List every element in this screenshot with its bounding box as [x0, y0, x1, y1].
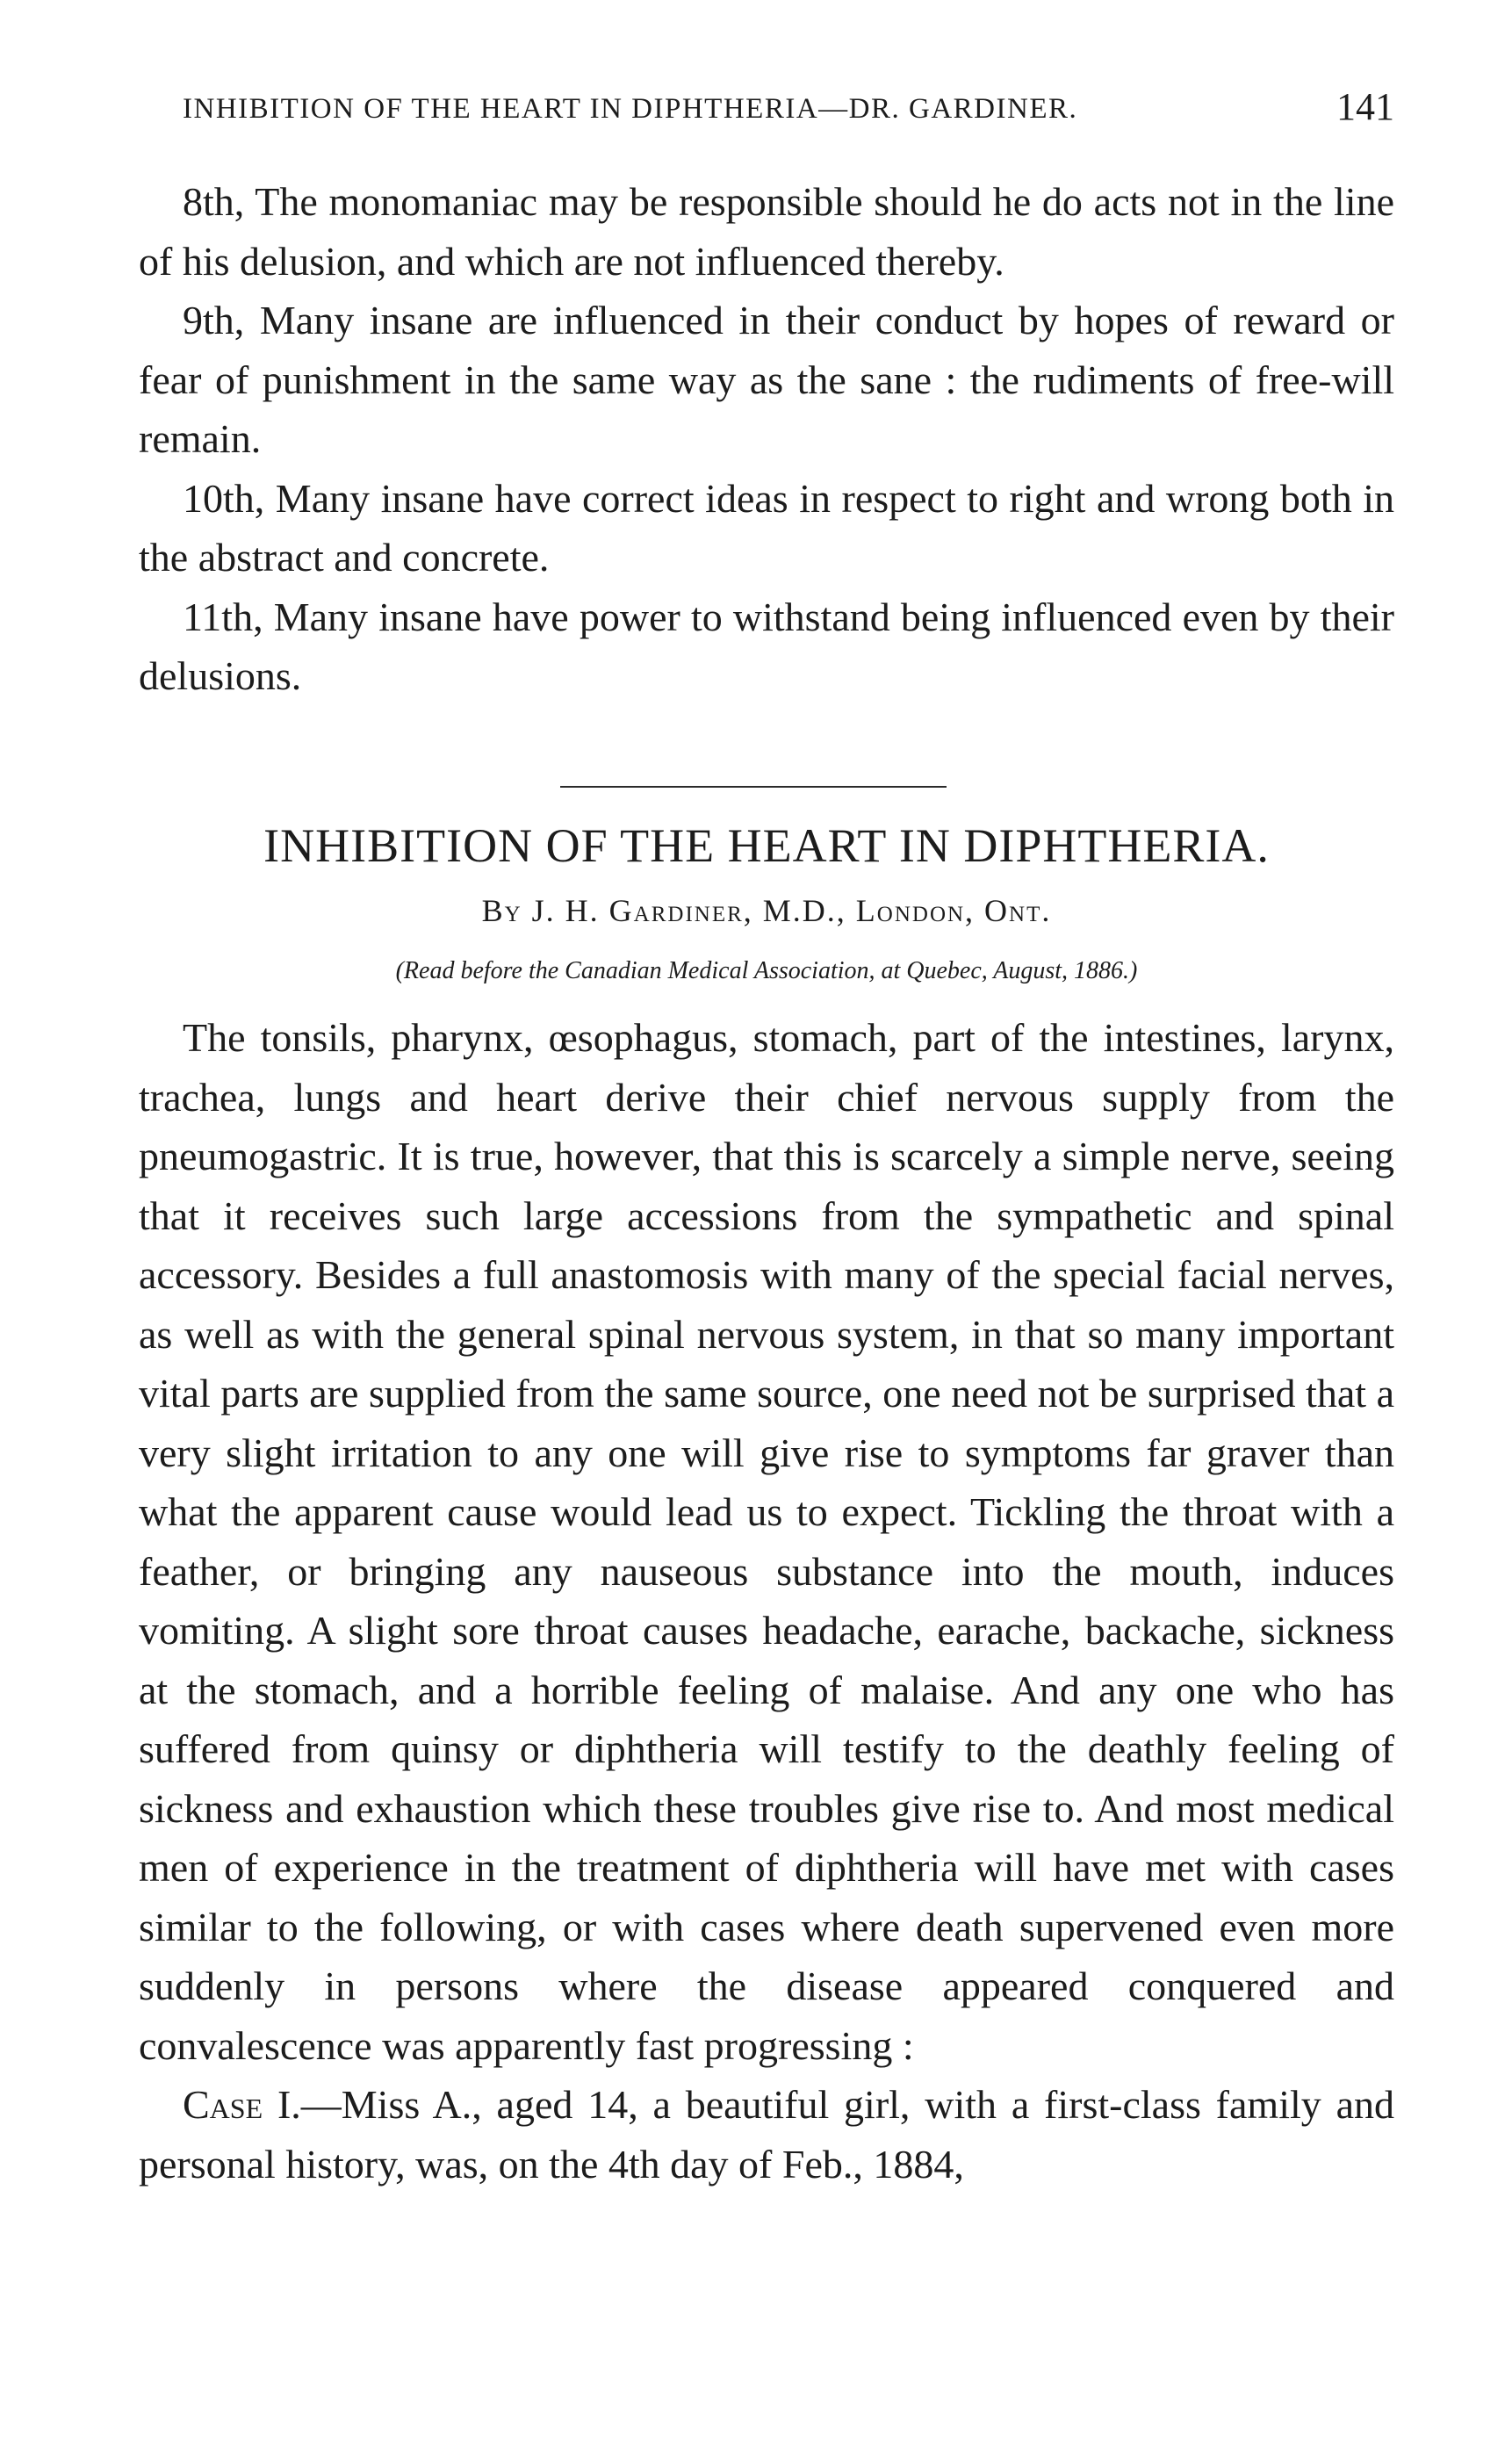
conclusion-10: 10th, Many insane have correct ideas in respect to right and wrong both in the abstract and concrete. — [139, 475, 1394, 580]
running-head — [183, 84, 1394, 137]
article-body — [139, 1008, 1394, 2194]
article-paragraph: The tonsils, pharynx, œsophagus, stomach, part of the intestines, larynx, trachea, lungs and heart derive their chief nervous supply from the pneumogastric. It is true, however, that this is scarcely a simple nerve, seeing that it receives such large accessions from the sympathetic and spinal accessory. Besides a full anastomosis with many of the special facial nerves, as well as with the general spinal nervous system, in that so many important vital parts are supplied from the same source, one need not be surprised that a very slight irritation to any one will give rise to symptoms far graver than what the apparent cause would lead us to expect. Tickling the throat with a feather, or bringing any nauseous substance into the mouth, induces vomiting. A slight sore throat causes headache, earache, backache, sickness at the stomach, and a horrible feeling of malaise. And any one who has suffered from quinsy or diphtheria will testify to the deathly feeling of sickness and exhaustion which these troubles give rise to. And most medical men of experience in the treatment of diphtheria will have met with cases similar to the following, or with cases where death supervened even more suddenly in persons where the disease appeared conquered and convalescence was apparently fast progressing : — [139, 1015, 1394, 2068]
conclusion-9: 9th, Many insane are influenced in their conduct by hopes of reward or fear of punishment in the same way as the sane : the rudiments of free-will remain. — [139, 298, 1394, 461]
running-title: INHIBITION OF THE HEART IN DIPHTHERIA—DR. GARDINER. — [183, 93, 1078, 125]
case-text: —Miss A., aged 14, a beautiful girl, with a first-class family and personal history, was, on the 4th day of Feb., 1884, — [139, 2082, 1394, 2187]
conclusion-11: 11th, Many insane have power to withstand being influenced even by their delusions. — [139, 594, 1394, 698]
case-label: Case I. — [183, 2082, 301, 2127]
article-byline: By J. H. Gardiner, M.D., London, Ont. — [481, 893, 1052, 928]
article-title: INHIBITION OF THE HEART IN DIPHTHERIA. — [263, 819, 1270, 872]
conclusion-8: 8th, The monomaniac may be responsible should he do acts not in the line of his delusion, and which are not influenced thereby. — [139, 179, 1394, 284]
case-paragraph — [139, 2075, 1394, 2194]
article-note: (Read before the Canadian Medical Association, at Quebec, August, 1886.) — [395, 957, 1138, 984]
section-divider — [560, 786, 947, 788]
page-number: 141 — [1336, 85, 1394, 128]
conclusions-list — [139, 172, 1394, 706]
